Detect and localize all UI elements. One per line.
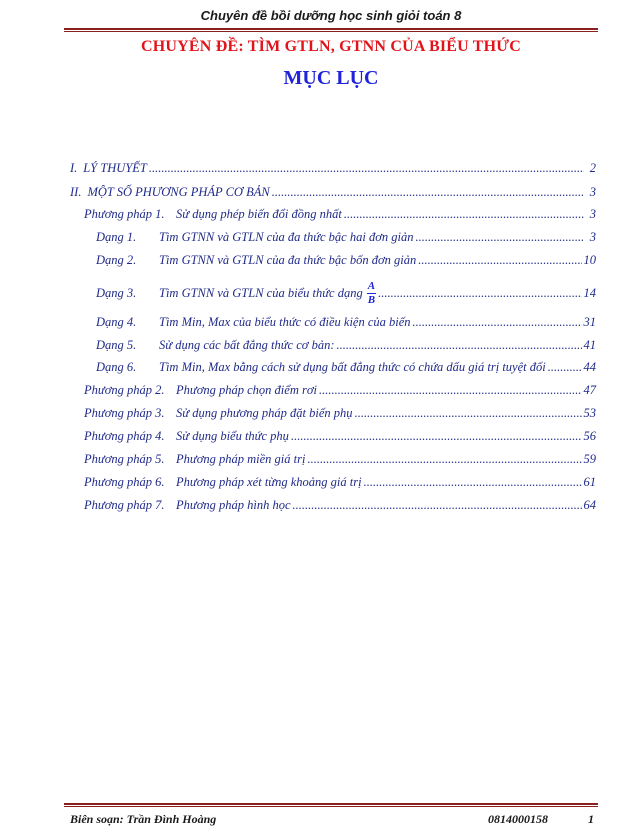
- toc-entry-text: Phương pháp miền giá trị: [176, 452, 306, 466]
- header-rule-thick: [64, 28, 598, 30]
- toc-entry-text: Phương pháp xét từng khoảng giá trị: [176, 475, 362, 489]
- toc-entry-label: Dạng 4.: [96, 315, 137, 329]
- toc-entry-label: Phương pháp 2.: [84, 383, 165, 397]
- toc-leader-dots: [344, 207, 584, 222]
- toc-entry-label: Dạng 2.: [96, 253, 137, 267]
- toc-entry-phuong-phap-4[interactable]: [84, 429, 596, 444]
- document-title: CHUYÊN ĐỀ: TÌM GTLN, GTNN CỦA BIỂU THỨC: [141, 38, 521, 55]
- footer-rule-thick: [64, 803, 598, 805]
- toc-entry-page: 10: [583, 253, 596, 267]
- toc-leader-dots: [548, 360, 582, 375]
- toc-entry-ly-thuyet[interactable]: [70, 161, 596, 176]
- toc-entry-phuong-phap-2[interactable]: [84, 383, 596, 398]
- toc-entry-dang-2[interactable]: [96, 253, 596, 268]
- toc-leader-dots: [272, 185, 584, 200]
- toc-leader-dots: [307, 452, 581, 467]
- fraction-a-over-b: [367, 281, 376, 306]
- toc-leader-dots: [364, 475, 582, 490]
- toc-entry-label: Dạng 6.: [96, 360, 137, 374]
- toc-entry-label: II.: [70, 185, 82, 199]
- toc-entry-text: Sử dụng phương pháp đặt biến phụ: [176, 406, 353, 420]
- toc-entry-label: I.: [70, 161, 78, 175]
- toc-leader-dots: [415, 230, 584, 245]
- toc-leader-dots: [413, 315, 582, 330]
- toc-entry-text: Sử dụng phép biến đổi đồng nhất: [176, 207, 342, 221]
- toc-entry-label: Phương pháp 6.: [84, 475, 165, 489]
- toc-entry-label: Phương pháp 4.: [84, 429, 165, 443]
- toc-entry-dang-1[interactable]: [96, 230, 596, 245]
- toc-entry-page: 3: [589, 230, 596, 244]
- toc-entry-page: 14: [583, 286, 596, 300]
- toc-entry-phuong-phap-7[interactable]: [84, 498, 596, 513]
- toc-entry-dang-6[interactable]: [96, 360, 596, 375]
- toc-entry-phuong-phap-3[interactable]: [84, 406, 596, 421]
- toc-entry-dang-3[interactable]: [96, 281, 596, 306]
- toc-leader-dots: [291, 429, 582, 444]
- toc-leader-dots: [149, 161, 584, 176]
- fraction-denominator: B: [367, 294, 376, 306]
- toc-leader-dots: [418, 253, 581, 268]
- toc-entry-page: 44: [583, 360, 596, 374]
- toc-leader-dots: [336, 338, 581, 353]
- footer-page-number: 1: [588, 812, 594, 826]
- toc-entry-page: 61: [583, 475, 596, 489]
- toc-entry-text: MỘT SỐ PHƯƠNG PHÁP CƠ BẢN: [87, 185, 270, 199]
- toc-entry-phuong-phap-1[interactable]: [84, 207, 596, 222]
- toc-entry-text: Tìm GTNN và GTLN của biểu thức dạng: [159, 286, 363, 300]
- toc-entry-text: Tìm Min, Max bằng cách sử dụng bất đẳng thức có chứa dấu giá trị tuyệt đối: [159, 360, 546, 374]
- toc-entry-text: LÝ THUYẾT: [83, 161, 147, 175]
- toc-entry-page: 2: [589, 161, 596, 175]
- page-header: Chuyên đề bồi dưỡng học sinh giỏi toán 8: [200, 8, 462, 23]
- toc-entry-page: 31: [583, 315, 596, 329]
- header-rule-thin: [64, 31, 598, 32]
- toc-entry-page: 3: [589, 207, 596, 221]
- toc-entry-phuong-phap-5[interactable]: [84, 452, 596, 467]
- toc-entry-text: Phương pháp chọn điểm rơi: [176, 383, 317, 397]
- toc-entry-text: Sử dụng biểu thức phụ: [176, 429, 289, 443]
- toc-entry-label: Phương pháp 1.: [84, 207, 165, 221]
- toc-entry-label: Phương pháp 5.: [84, 452, 165, 466]
- toc-leader-dots: [293, 498, 582, 513]
- toc-entry-text: Tìm GTNN và GTLN của đa thức bậc hai đơn giản: [159, 230, 414, 244]
- toc-entry-text: Tìm Min, Max của biểu thức có điều kiện của biến: [159, 315, 411, 329]
- toc-entry-page: 53: [583, 406, 596, 420]
- toc-entry-phuong-phap-6[interactable]: [84, 475, 596, 490]
- toc-entry-label: Dạng 5.: [96, 338, 137, 352]
- toc-entry-phuong-phap-co-ban[interactable]: [70, 185, 596, 200]
- toc-entry-page: 47: [583, 383, 596, 397]
- toc-entry-page: 64: [583, 498, 596, 512]
- toc-entry-text: Tìm GTNN và GTLN của đa thức bậc bốn đơn giản: [159, 253, 417, 267]
- footer-author: Biên soạn: Trần Đình Hoàng: [70, 812, 217, 826]
- toc-leader-dots: [319, 383, 582, 398]
- toc-entry-page: 59: [583, 452, 596, 466]
- toc-entry-page: 3: [589, 185, 596, 199]
- toc-entry-page: 41: [583, 338, 596, 352]
- toc-entry-page: 56: [583, 429, 596, 443]
- toc-entry-label: Dạng 1.: [96, 230, 137, 244]
- toc-title: MỤC LỤC: [283, 67, 379, 89]
- toc-entry-label: Phương pháp 3.: [84, 406, 165, 420]
- footer-phone: 0814000158: [488, 812, 548, 826]
- toc-entry-text: Phương pháp hình học: [176, 498, 291, 512]
- toc-entry-dang-5[interactable]: [96, 338, 596, 353]
- toc-entry-dang-4[interactable]: [96, 315, 596, 330]
- fraction-numerator: A: [367, 280, 376, 292]
- footer-rule-thin: [64, 806, 598, 807]
- toc-entry-label: Dạng 3.: [96, 286, 137, 300]
- toc-entry-text: Sử dụng các bất đẳng thức cơ bản:: [159, 338, 335, 352]
- toc-entry-label: Phương pháp 7.: [84, 498, 165, 512]
- toc-leader-dots: [355, 406, 582, 421]
- toc-leader-dots: [378, 286, 581, 301]
